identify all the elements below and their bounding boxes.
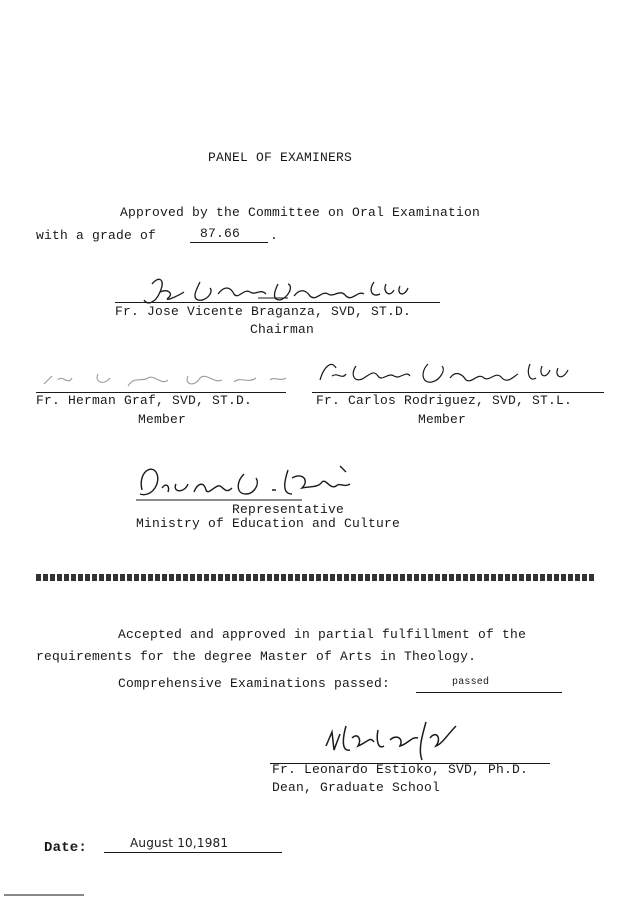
comprehensive-label: Comprehensive Examinations passed: xyxy=(118,676,391,691)
approval-line-1: Approved by the Committee on Oral Examination xyxy=(120,205,481,220)
acceptance-line-1: Accepted and approved in partial fulfillment of the xyxy=(118,627,527,642)
chairman-role: Chairman xyxy=(250,322,315,337)
member-right-role: Member xyxy=(418,412,467,427)
dean-role: Dean, Graduate School xyxy=(272,780,441,795)
member-left-signature xyxy=(38,368,298,392)
comprehensive-underline xyxy=(416,692,562,693)
acceptance-line-2: requirements for the degree Master of Arts in Theology. xyxy=(36,649,477,664)
scan-footer-mark xyxy=(4,894,84,896)
member-left-name: Fr. Herman Graf, SVD, ST.D. xyxy=(36,393,253,408)
chairman-name: Fr. Jose Vicente Braganza, SVD, ST.D. xyxy=(115,304,412,319)
approval-line-2-suffix: . xyxy=(270,228,279,243)
chairman-signature-line xyxy=(115,302,440,303)
dean-name: Fr. Leonardo Estioko, SVD, Ph.D. xyxy=(272,762,529,777)
representative-signature xyxy=(132,460,362,506)
dean-signature xyxy=(318,716,468,766)
approval-line-2-prefix: with a grade of xyxy=(36,228,157,243)
date-underline xyxy=(104,852,282,853)
grade-value: 87.66 xyxy=(200,226,241,241)
comprehensive-value: passed xyxy=(452,677,490,688)
page-title: PANEL OF EXAMINERS xyxy=(208,150,353,165)
section-separator xyxy=(36,574,596,581)
date-value: August 10,1981 xyxy=(130,836,229,850)
representative-org: Ministry of Education and Culture xyxy=(136,516,401,531)
representative-role: Representative xyxy=(232,502,345,517)
member-left-role: Member xyxy=(138,412,187,427)
date-label: Date: xyxy=(44,840,88,856)
member-right-signature xyxy=(316,356,576,392)
grade-underline xyxy=(190,242,268,243)
member-right-name: Fr. Carlos Rodriguez, SVD, ST.L. xyxy=(316,393,573,408)
approval-line-2 xyxy=(36,228,156,243)
